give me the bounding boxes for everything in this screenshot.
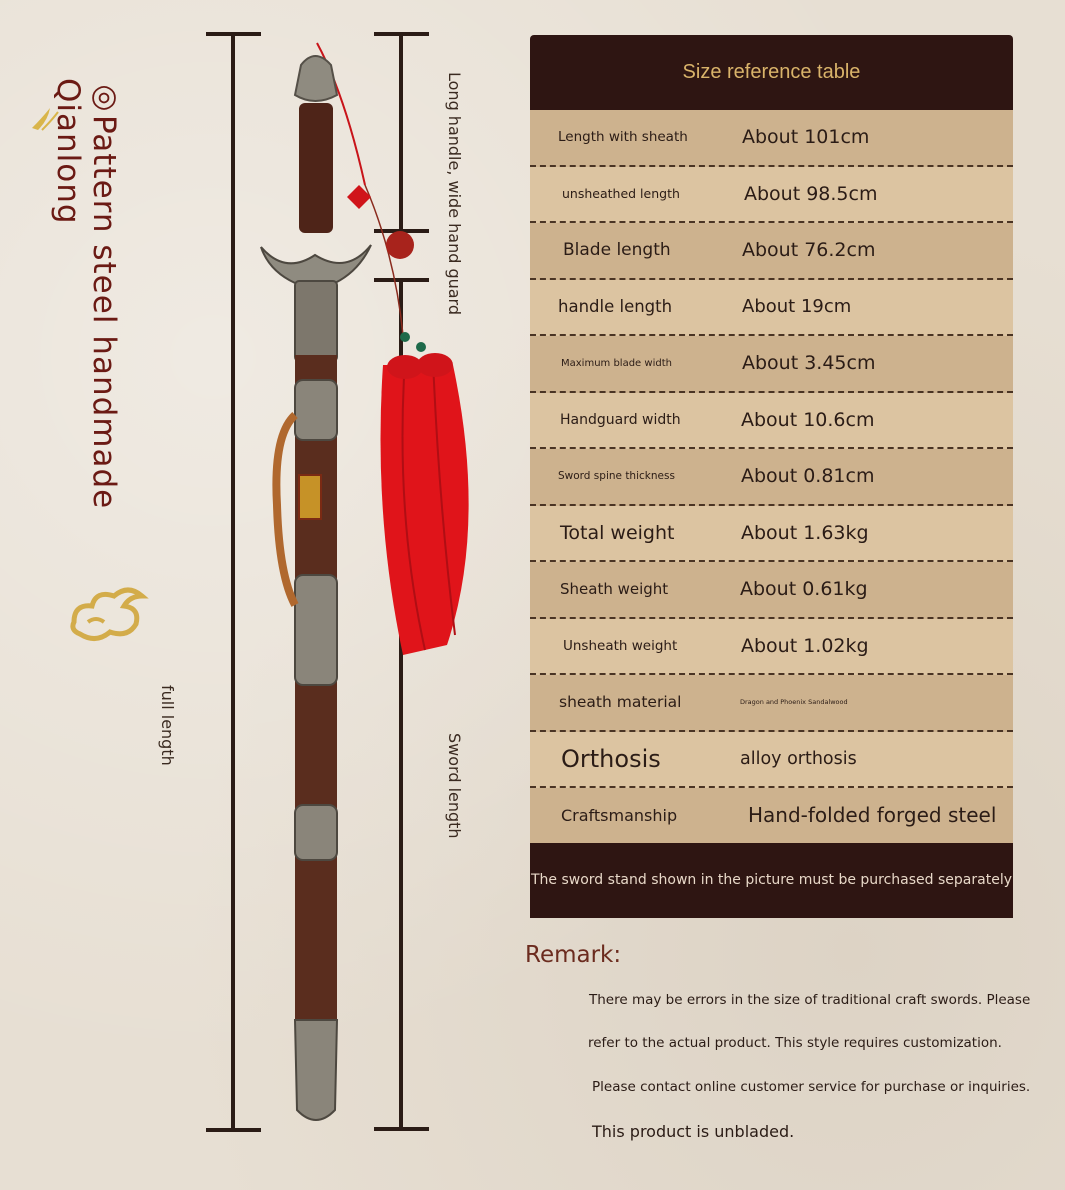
row-label: unsheathed length: [562, 186, 680, 202]
table-row: [530, 280, 1013, 337]
remark-line-1: There may be errors in the size of traditional craft swords. Please: [589, 992, 1031, 1008]
handle-label: Long handle, wide hand guard: [445, 72, 464, 316]
remark-line-4: This product is unbladed.: [592, 1122, 795, 1141]
row-label: Unsheath weight: [563, 637, 678, 654]
row-label: Maximum blade width: [561, 357, 672, 369]
table-row: [530, 562, 1013, 619]
row-value: Hand-folded forged steel: [748, 803, 997, 828]
table-row: [530, 675, 1013, 732]
full-length-label: full length: [158, 685, 177, 766]
row-value: About 0.81cm: [741, 465, 875, 488]
table-row: [530, 223, 1013, 280]
remark-title: Remark:: [525, 942, 622, 968]
row-label: Craftsmanship: [561, 805, 678, 825]
row-value: About 1.02kg: [741, 634, 869, 657]
row-value: About 101cm: [742, 126, 870, 149]
full-length-bar: [231, 32, 235, 1132]
table-row: [530, 732, 1013, 789]
size-reference-table: [530, 35, 1013, 918]
table-header: Size reference table: [530, 35, 1013, 110]
row-label: handle length: [558, 297, 673, 317]
full-length-bar-bottom: [206, 1128, 261, 1132]
table-row: [530, 449, 1013, 506]
row-value: About 76.2cm: [742, 239, 876, 262]
row-label: Handguard width: [560, 411, 681, 428]
table-row: [530, 619, 1013, 676]
table-row: [530, 506, 1013, 563]
table-row: [530, 393, 1013, 450]
row-value: About 0.61kg: [740, 578, 868, 601]
row-value: About 1.63kg: [741, 521, 869, 544]
row-label: Length with sheath: [558, 129, 688, 146]
row-label: Sheath weight: [560, 580, 669, 599]
row-value: About 3.45cm: [742, 352, 876, 375]
row-value: alloy orthosis: [740, 748, 857, 769]
remark-line-2: refer to the actual product. This style requires customization.: [588, 1035, 1002, 1051]
row-label: Total weight: [560, 521, 675, 544]
sword-length-label: Sword length: [445, 733, 464, 839]
row-label: sheath material: [559, 693, 682, 712]
row-value: Dragon and Phoenix Sandalwood: [740, 698, 848, 707]
row-label: Sword spine thickness: [558, 470, 675, 483]
sword-image: [255, 35, 505, 1135]
row-label: Orthosis: [561, 744, 661, 773]
table-footer: The sword stand shown in the picture must be purchased separately: [530, 843, 1013, 918]
table-row: [530, 110, 1013, 167]
remark-line-3: Please contact online customer service for purchase or inquiries.: [592, 1079, 1031, 1095]
row-value: About 19cm: [742, 296, 852, 318]
table-row: [530, 336, 1013, 393]
row-value: About 10.6cm: [741, 408, 875, 431]
product-title: ◎Pattern steel handmade Qianlong: [50, 78, 122, 510]
row-value: About 98.5cm: [744, 182, 878, 205]
table-row: [530, 167, 1013, 224]
table-row: [530, 788, 1013, 843]
row-label: Blade length: [563, 240, 671, 261]
